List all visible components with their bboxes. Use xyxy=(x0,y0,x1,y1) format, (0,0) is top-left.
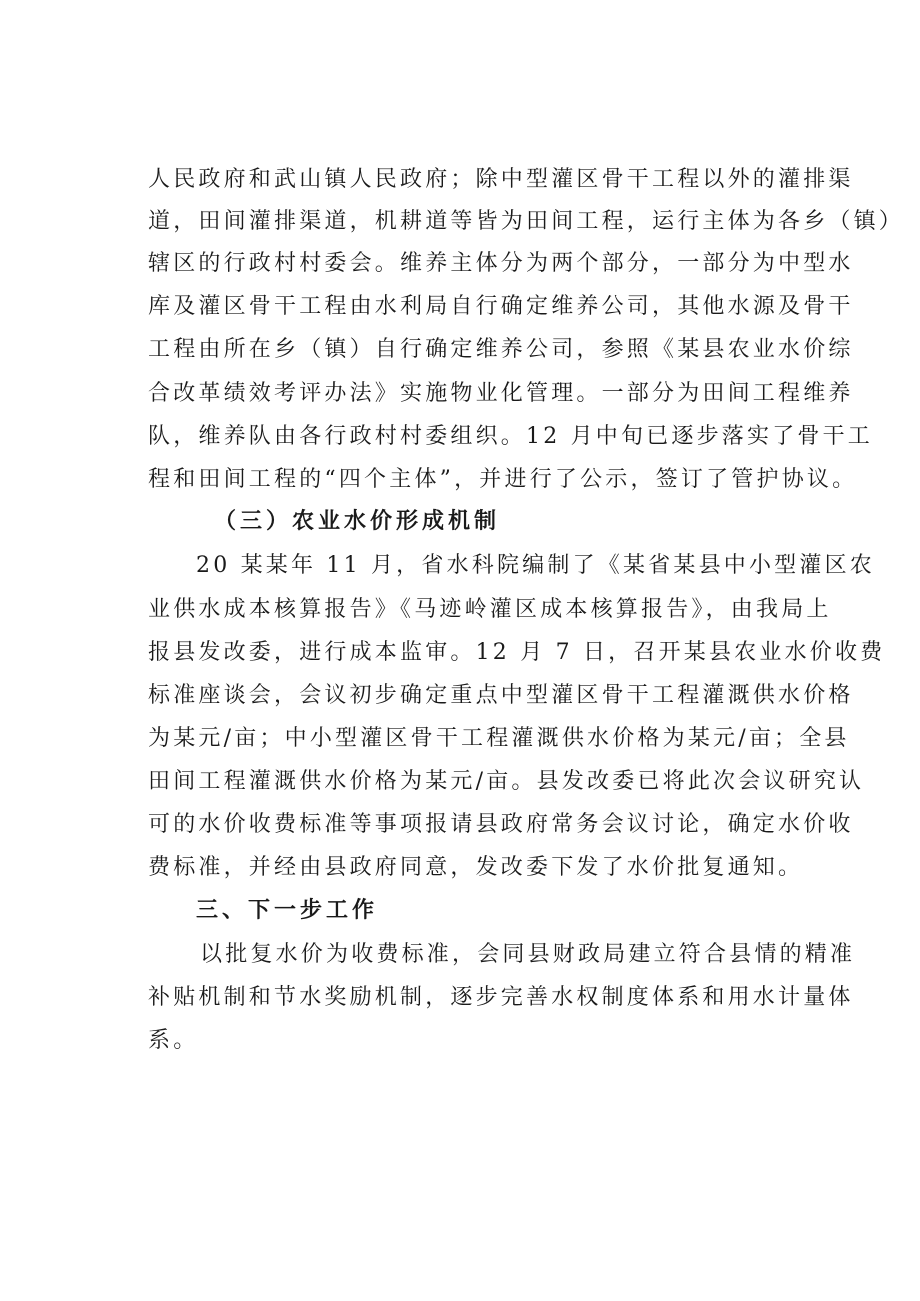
paragraph-line: 库及灌区骨干工程由水利局自行确定维养公司，其他水源及骨干 xyxy=(148,294,854,319)
paragraph-line: 20 某某年 11 月，省水科院编制了《某省某县中小型灌区农 xyxy=(196,553,875,578)
paragraph-line: 为某元/亩；中小型灌区骨干工程灌溉供水价格为某元/亩；全县 xyxy=(148,726,850,751)
paragraph-line: 工程由所在乡（镇）自行确定维养公司，参照《某县农业水价综 xyxy=(148,337,854,362)
paragraph-line: 费标准，并经由县政府同意，发改委下发了水价批复通知。 xyxy=(148,855,804,880)
paragraph-line: 业供水成本核算报告》《马迹岭灌区成本核算报告》，由我局上 xyxy=(148,597,832,622)
paragraph-line: 程和田间工程的“四个主体”，并进行了公示，签订了管护协议。 xyxy=(148,467,858,492)
paragraph-line: 可的水价收费标准等事项报请县政府常务会议讨论，确定水价收 xyxy=(148,812,854,837)
paragraph-line: 人民政府和武山镇人民政府；除中型灌区骨干工程以外的灌排渠 xyxy=(148,167,854,192)
paragraph-line: 标准座谈会，会议初步确定重点中型灌区骨干工程灌溉供水价格 xyxy=(148,683,854,708)
paragraph-line: 以批复水价为收费标准，会同县财政局建立符合县情的精准 xyxy=(200,942,856,967)
paragraph-line: 辖区的行政村村委会。维养主体分为两个部分，一部分为中型水 xyxy=(148,251,854,276)
paragraph-line: 队，维养队由各行政村村委组织。12 月中旬已逐步落实了骨干工 xyxy=(148,424,873,449)
section-heading: （三）农业水价形成机制 xyxy=(214,509,501,534)
paragraph-line: 报县发改委，进行成本监审。12 月 7 日，召开某县农业水价收费 xyxy=(148,640,886,665)
paragraph-line: 补贴机制和节水奖励机制，逐步完善水权制度体系和用水计量体 xyxy=(148,985,854,1010)
paragraph-line: 合改革绩效考评办法》实施物业化管理。一部分为田间工程维养 xyxy=(148,381,854,406)
paragraph-line: 道，田间灌排渠道，机耕道等皆为田间工程，运行主体为各乡（镇） xyxy=(148,209,905,234)
paragraph-line: 田间工程灌溉供水价格为某元/亩。县发改委已将此次会议研究认 xyxy=(148,769,865,794)
section-heading: 三、下一步工作 xyxy=(196,898,379,923)
paragraph-line: 系。 xyxy=(148,1028,199,1053)
